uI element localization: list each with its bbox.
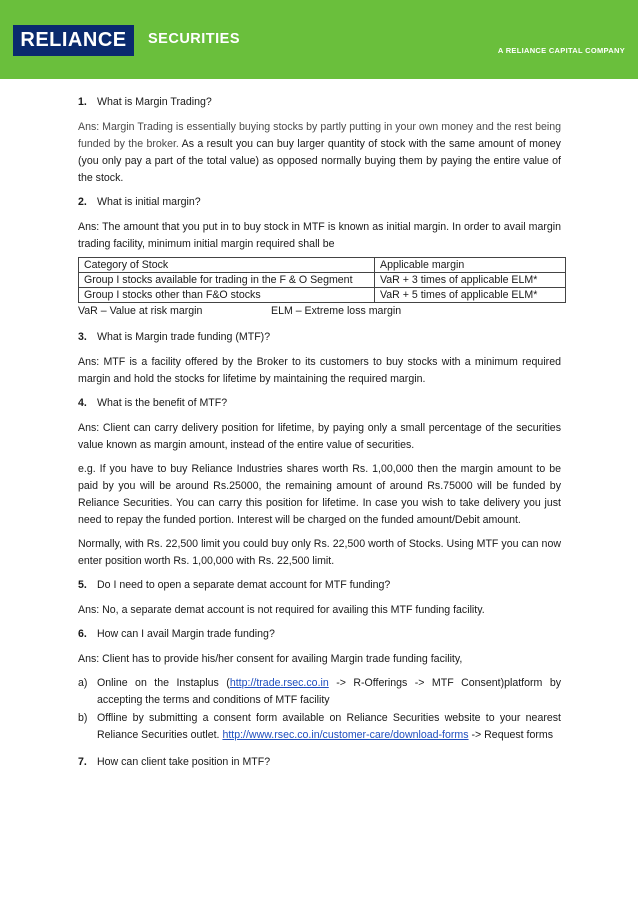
option-text	[97, 710, 561, 744]
question-number: 6.	[78, 628, 87, 640]
question-text: What is initial margin?	[97, 196, 201, 208]
answer-text-part1: Ans: Margin Trading is essentially buying stocks by partly putting in your own money and the rest being funded by the broker.	[78, 121, 561, 150]
legend-var: VaR – Value at risk margin	[78, 305, 203, 317]
table-row	[79, 273, 566, 288]
instaplus-link[interactable]: http://trade.rsec.co.in	[229, 677, 329, 689]
faq-answer-1	[78, 119, 561, 187]
reliance-logo: RELIANCE	[13, 25, 134, 56]
table-legend	[78, 303, 561, 320]
faq-answer-4-example: e.g. If you have to buy Reliance Industries shares worth Rs. 1,00,000 then the margin amount to be paid by you will be around Rs.25000, the remaining amount of around Rs.75000 will be funded by Reliance Securities. You can carry this position for lifetime. In case you wish to take delivery you just need to repay the funded portion. Interest will be charged on the funded amount/Debit amount.	[78, 463, 561, 526]
company-tagline: A RELIANCE CAPITAL COMPANY	[497, 46, 625, 55]
question-number: 4.	[78, 397, 87, 409]
faq-answer-3: Ans: MTF is a facility offered by the Broker to its customers to buy stocks with a minimum required margin and hold the stocks for lifetime by maintaining the required margin.	[78, 356, 561, 385]
answer-text-part2: As a result you can buy larger quantity of stock with the same amount of money (you only pay a part of the total value) as opposed normally buying them by paying the entire value of the stock.	[78, 138, 561, 184]
table-cell: Group I stocks available for trading in the F & O Segment	[79, 273, 375, 288]
option-text-part: Offline by submitting a consent form available on Reliance Securities website to your nearest Reliance Securities outlet.	[97, 712, 561, 741]
faq-question-1	[78, 94, 561, 111]
question-text: How can client take position in MTF?	[97, 756, 271, 768]
table-cell: VaR + 5 times of applicable ELM*	[375, 288, 566, 303]
option-text	[97, 675, 561, 709]
question-text: What is Margin trade funding (MTF)?	[97, 331, 271, 343]
faq-question-7	[78, 754, 561, 771]
faq-answer-4: Ans: Client can carry delivery position for lifetime, by paying only a small percentage of the securities value known as margin amount, instead of the entire value of securities.	[78, 422, 561, 451]
list-marker: a)	[78, 677, 88, 689]
table-cell: VaR + 3 times of applicable ELM*	[375, 273, 566, 288]
list-item	[78, 675, 561, 709]
table-cell: Group I stocks other than F&O stocks	[79, 288, 375, 303]
faq-document	[78, 88, 561, 779]
question-text: Do I need to open a separate demat account for MTF funding?	[97, 579, 391, 591]
faq-answer-6: Ans: Client has to provide his/her consent for availing Margin trade funding facility,	[78, 653, 463, 665]
faq-question-4	[78, 395, 561, 412]
question-number: 7.	[78, 756, 87, 768]
option-text-part: Online on the Instaplus (	[97, 677, 230, 689]
page-header	[0, 0, 638, 79]
faq-question-3	[78, 329, 561, 346]
table-header-cell: Applicable margin	[375, 258, 566, 273]
question-text: How can I avail Margin trade funding?	[97, 628, 275, 640]
table-header-row	[79, 258, 566, 273]
faq-answer-2: Ans: The amount that you put in to buy stock in MTF is known as initial margin. In order to avail margin trading facility, minimum initial margin required shall be	[78, 221, 561, 250]
margin-table	[78, 257, 566, 303]
table-header-cell: Category of Stock	[79, 258, 375, 273]
question-number: 5.	[78, 579, 87, 591]
question-text: What is Margin Trading?	[97, 96, 212, 108]
list-marker: b)	[78, 712, 88, 724]
legend-elm: ELM – Extreme loss margin	[271, 305, 402, 317]
option-text-part: -> R-Offerings -> MTF Consent)platform by accepting the terms and conditions of MTF facility	[97, 677, 562, 706]
faq-question-2	[78, 194, 561, 211]
question-number: 2.	[78, 196, 87, 208]
faq-answer-4-normally: Normally, with Rs. 22,500 limit you could buy only Rs. 22,500 worth of Stocks. Using MTF you can now enter position worth Rs. 1,00,000 with Rs. 22,500 limit.	[78, 538, 561, 567]
question-number: 1.	[78, 96, 87, 108]
option-text-part: -> Request forms	[468, 729, 554, 741]
question-text: What is the benefit of MTF?	[97, 397, 228, 409]
table-row	[79, 288, 566, 303]
faq-question-6	[78, 626, 561, 643]
faq-question-5	[78, 577, 561, 594]
question-number: 3.	[78, 331, 87, 343]
avail-options-list	[78, 675, 561, 744]
securities-wordmark: SECURITIES	[148, 31, 241, 47]
faq-answer-5: Ans: No, a separate demat account is not required for availing this MTF funding facility.	[78, 604, 485, 616]
list-item	[78, 710, 561, 744]
download-forms-link[interactable]: http://www.rsec.co.in/customer-care/download-forms	[222, 729, 469, 741]
